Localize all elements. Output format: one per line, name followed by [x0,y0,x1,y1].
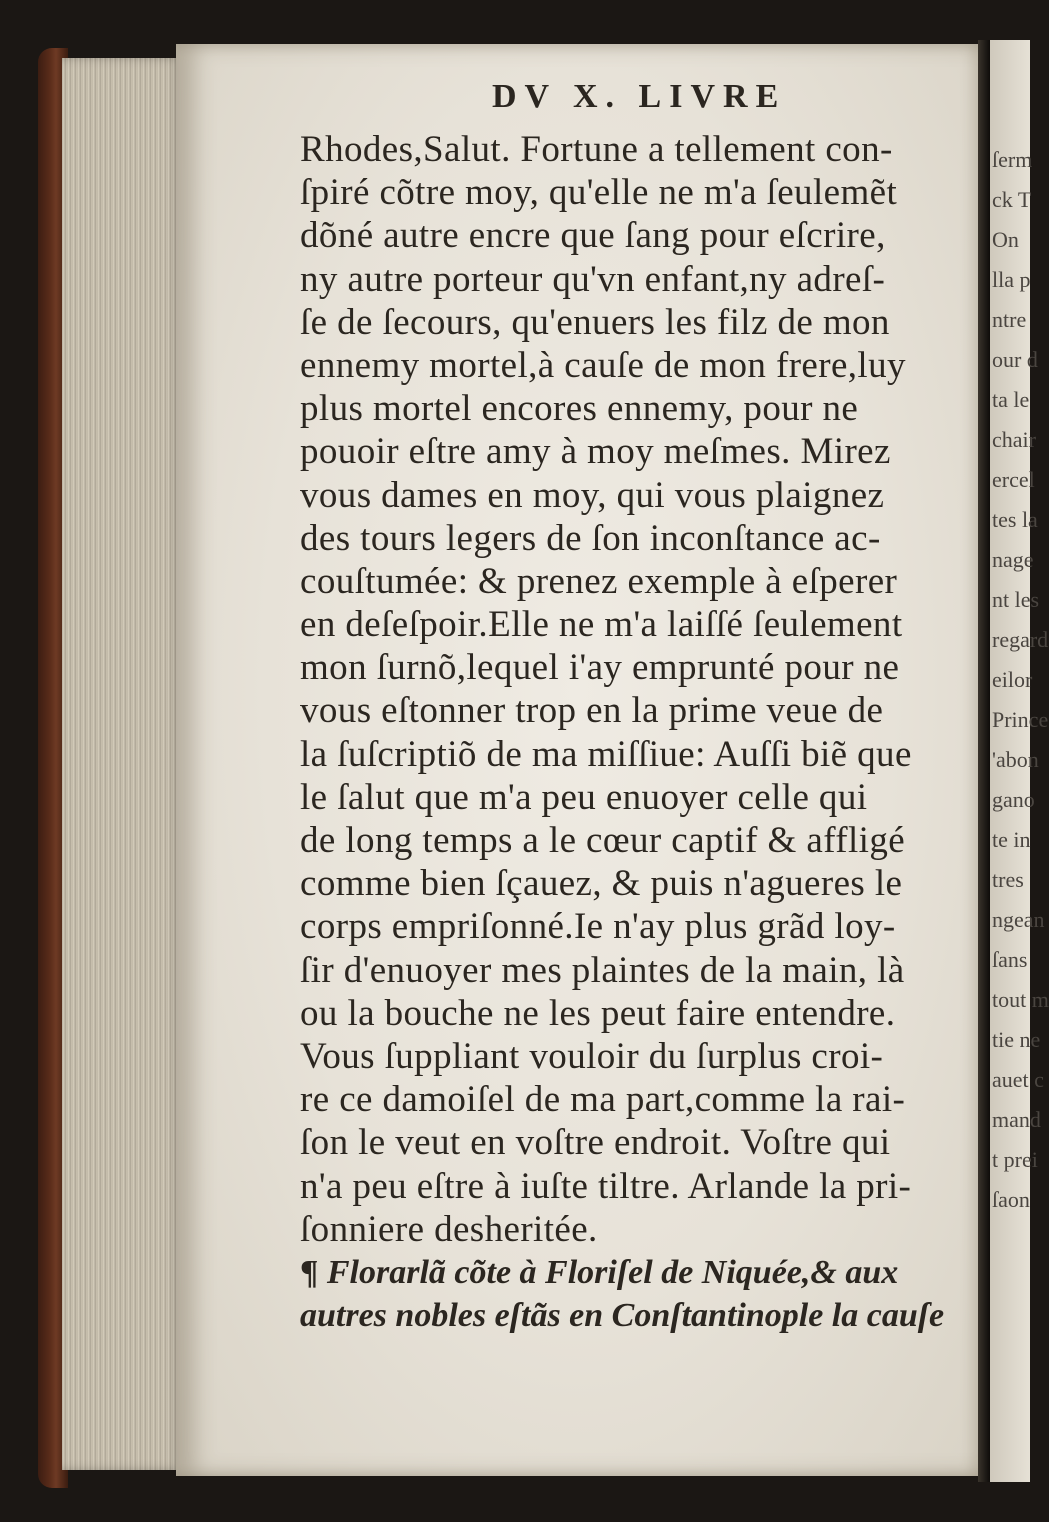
text-line: corps empriſonné.Ie n'ay plus grãd loy- [300,906,896,948]
facing-text-fragment: lla p [992,267,1031,292]
italic-heading-line-2: autres nobles eſtãs en Conſtantinople la cauſe [300,1297,945,1335]
facing-text-fragment: ſaon [992,1187,1030,1212]
text-line: ny autre porteur qu'vn enfant,ny adreſ- [300,258,886,300]
text-line: n'a peu eſtre à iuſte tiltre. Arlande la pri- [300,1165,912,1207]
text-line: ſon le veut en voſtre endroit. Voſtre qui [300,1122,891,1164]
facing-page-text [990,140,1049,1220]
text-line: le ſalut que m'a peu enuoyer celle qui [300,776,868,818]
facing-text-fragment: nt les [992,587,1040,612]
italic-heading-text-1: Florarlã cõte à Floriſel de Niquée,& aux [326,1253,899,1291]
facing-text-fragment: Prince [992,707,1049,732]
text-line: ennemy mortel,à cauſe de mon frere,luy [300,344,906,386]
text-line: ſonniere desheritée. [300,1208,598,1250]
text-line: pouoir eſtre amy à moy meſmes. Mirez [300,431,891,473]
facing-text-fragment: tie ne [992,1027,1041,1052]
text-line: ou la bouche ne les peut faire entendre. [300,992,896,1034]
facing-text-fragment: tes la [992,507,1038,532]
facing-text-fragment: ntre [992,307,1027,332]
facing-text-fragment: mand [992,1107,1041,1132]
text-line: ſir d'enuoyer mes plaintes de la main, là [300,949,905,991]
facing-text-fragment: tres [992,867,1024,892]
text-line: ſpiré cõtre moy, qu'elle ne m'a ſeulemẽt [300,172,898,214]
facing-text-fragment: tout m [992,987,1049,1012]
italic-heading-line-1 [300,1251,960,1294]
text-line: en deſeſpoir.Elle ne m'a laiſſé ſeulement [300,604,903,646]
text-line: vous eſtonner trop en la prime veue de [300,690,884,732]
book-gutter [978,40,990,1482]
text-line: vous dames en moy, qui vous plaignez [300,474,885,516]
facing-text-fragment: nage [992,547,1034,572]
facing-text-fragment: regard [992,627,1049,652]
text-line: comme bien ſçauez, & puis n'agueres le [300,863,903,905]
facing-text-fragment: ſans [992,947,1028,972]
facing-text-fragment: our d [992,347,1038,372]
facing-text-fragment: ck T [992,187,1032,212]
facing-text-fragment: chair [992,427,1036,452]
facing-text-fragment: ta le [992,387,1030,412]
text-line: mon ſurnõ,lequel i'ay emprunté pour ne [300,647,900,689]
text-line: la ſuſcriptiõ de ma miſſiue: Auſſi biẽ que [300,733,912,775]
facing-page-fragment [990,40,1049,1482]
pilcrow-mark: ¶ [300,1253,319,1291]
facing-text-fragment: te in [992,827,1031,852]
text-line: Rhodes,Salut. Fortune a tellement con- [300,129,893,170]
body-text [300,128,960,1337]
facing-text-fragment: ſerm [992,147,1033,172]
facing-text-fragment: t prei [992,1147,1038,1172]
facing-text-fragment: On [992,227,1019,252]
text-line: plus mortel encores ennemy, pour ne [300,388,859,430]
facing-text-fragment: gano [992,787,1035,812]
facing-text-fragment: ercel [992,467,1035,492]
page-edges [62,58,182,1470]
text-line: ſe de ſecours, qu'enuers les filz de mon [300,301,890,343]
facing-text-fragment: auet c [992,1067,1044,1092]
facing-text-fragment: 'abon [992,747,1039,772]
text-line: re ce damoiſel de ma part,comme la rai- [300,1079,906,1121]
text-line: couſtumée: & prenez exemple à eſperer [300,560,898,602]
text-line: dõné autre encre que ſang pour eſcrire, [300,215,886,257]
text-line: Vous ſuppliant vouloir du ſurplus croi- [300,1035,884,1077]
running-head: DV X. LIVRE [492,78,787,115]
text-line: de long temps a le cœur captif & affligé [300,820,906,861]
facing-text-fragment: ngean [992,907,1045,932]
facing-text-fragment: eilor [992,667,1033,692]
text-line: des tours legers de ſon inconſtance ac- [300,517,881,559]
